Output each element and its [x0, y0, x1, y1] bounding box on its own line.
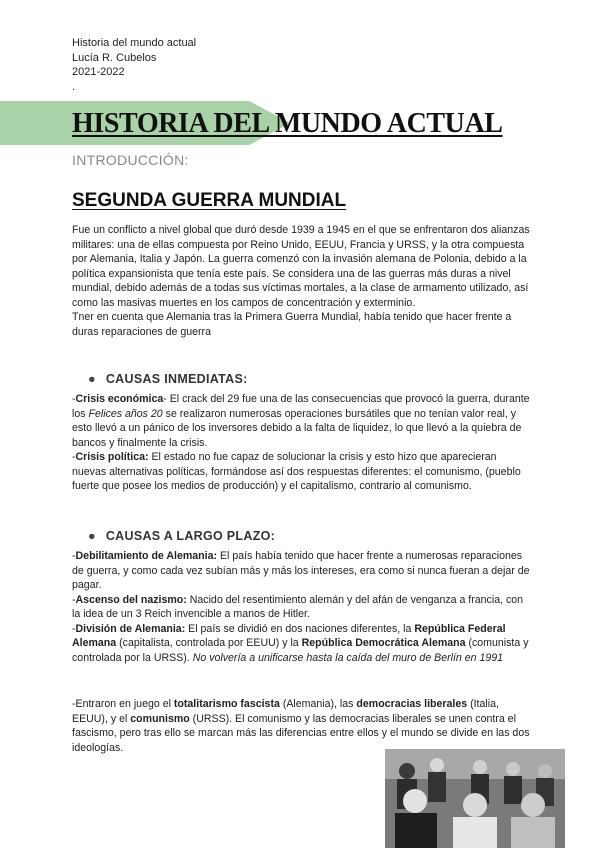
item-bold: República Democrática Alemana [301, 637, 466, 649]
item-label: División de Alemania: [75, 622, 186, 635]
list-item [72, 593, 532, 622]
item-prefix: - [72, 550, 76, 562]
header-course: Historia del mundo actual [72, 37, 197, 49]
item-label: Debilitamiento de Alemania: [75, 550, 218, 562]
page-subtitle: INTRODUCCIÓN: [72, 152, 189, 168]
item-label: Ascenso del nazismo: [75, 593, 187, 606]
intro-paragraph [72, 223, 532, 339]
intro-note: Tner en cuenta que Alemania tras la Primera Guerra Mundial, había tenido que hacer frente a duras reparaciones de guerra [72, 311, 512, 338]
item-text: El país se dividió en dos naciones diferentes, la [185, 622, 415, 635]
final-bold: democracias liberales [356, 698, 468, 710]
heading-text: CAUSAS A LARGO PLAZO: [105, 529, 276, 543]
item-text: - El crack del 29 fue una de las consecuencias que provocó la guerra, durante los [72, 393, 530, 420]
document-header [72, 36, 196, 94]
final-text: -Entraron en juego el [72, 698, 174, 710]
item-italic: No volvería a unificarse hasta la caída del muro de Berlín en 1991 [192, 651, 504, 664]
bullet-icon: ● [88, 529, 96, 543]
final-bold: totalitarismo fascista [173, 698, 280, 710]
list-causas-inmediatas [72, 392, 532, 494]
item-label: Crisis económica [75, 393, 164, 405]
photo-figures-icon [385, 749, 565, 848]
item-bold: República Federal Alemana [72, 622, 506, 649]
page-title: HISTORIA DEL MUNDO ACTUAL [72, 108, 503, 139]
final-text: (Alemania), las [279, 698, 357, 710]
heading-causas-inmediatas [88, 372, 248, 386]
historical-photo [385, 749, 565, 848]
item-prefix: - [72, 451, 76, 463]
item-text: (capitalista, controlada por EEUU) y la [116, 637, 302, 649]
item-text: (comunista y controlada por la URSS). [72, 637, 529, 664]
item-italic: Felices años 20 [88, 407, 163, 420]
final-text: (URSS). El comunismo y las democracias liberales se unen contra el fascismo, pero tras ello se marcan más las diferencias entre ellos y el mundo se divide en las dos ideologías. [72, 712, 530, 754]
item-text: Nacido del resentimiento alemán y del afán de venganza a francia, con la idea de un 3 Reich invencible a manos de Hitler. [72, 593, 524, 620]
heading-text: CAUSAS INMEDIATAS: [105, 372, 248, 386]
heading-causas-largo-plazo [88, 529, 275, 543]
item-label: Crisis política: [75, 451, 149, 463]
final-text: (Italia, EEUU), y el [72, 698, 499, 725]
list-item [72, 549, 532, 593]
header-year: 2021-2022 [72, 66, 125, 78]
section-title: SEGUNDA GUERRA MUNDIAL [72, 190, 347, 211]
list-causas-largo-plazo [72, 549, 532, 665]
list-item [72, 622, 532, 666]
intro-text: Fue un conflicto a nivel global que duró desde 1939 a 1945 en el que se enfrentaron dos alianzas militares: una de ellas compuesta por Reino Unido, EEUU, Francia y URSS, y la otra compuesta por Alemania, Italia y Japón. La guerra comenzó con la invasión alemana de Polonia, debido a la política expansionista que tenía este país. Se considera una de las guerras más duras a nivel mundial, debido además de a todas sus víctimas mortales, a la clase de armamento utilizado, así como las masivas muertes en los campos de concentración y exterminio. [72, 224, 530, 309]
list-item [72, 450, 532, 494]
header-author: Lucía R. Cubelos [72, 51, 157, 64]
item-prefix: - [72, 593, 76, 606]
item-prefix: - [72, 622, 76, 635]
item-prefix: - [72, 393, 76, 405]
final-paragraph [72, 697, 532, 755]
item-text: El país había tenido que hacer frente a numerosas reparaciones de guerra, y como cada vez subían más y más los intereses, era como si nunca fueran a dejar de pagar. [72, 550, 530, 591]
list-item [72, 392, 532, 450]
bullet-icon: ● [88, 372, 96, 386]
final-bold: comunismo [130, 712, 190, 725]
item-text: El estado no fue capaz de solucionar la crisis y esto hizo que aparecieran nuevas alternativas políticas, formándose así dos respuestas diferentes: el comunismo, (pueblo fuerte que posee los medios de producción) y el capitalismo, contrario al comunismo. [72, 451, 521, 492]
header-dot: . [72, 80, 76, 93]
item-text: se realizaron numerosas operaciones bursátiles que no tenían valor real, y esto llevó a un pánico de los inversores debido a la falta de liquidez, lo que llevó a la quiebra de bancos y finalmente la crisis. [72, 407, 522, 449]
